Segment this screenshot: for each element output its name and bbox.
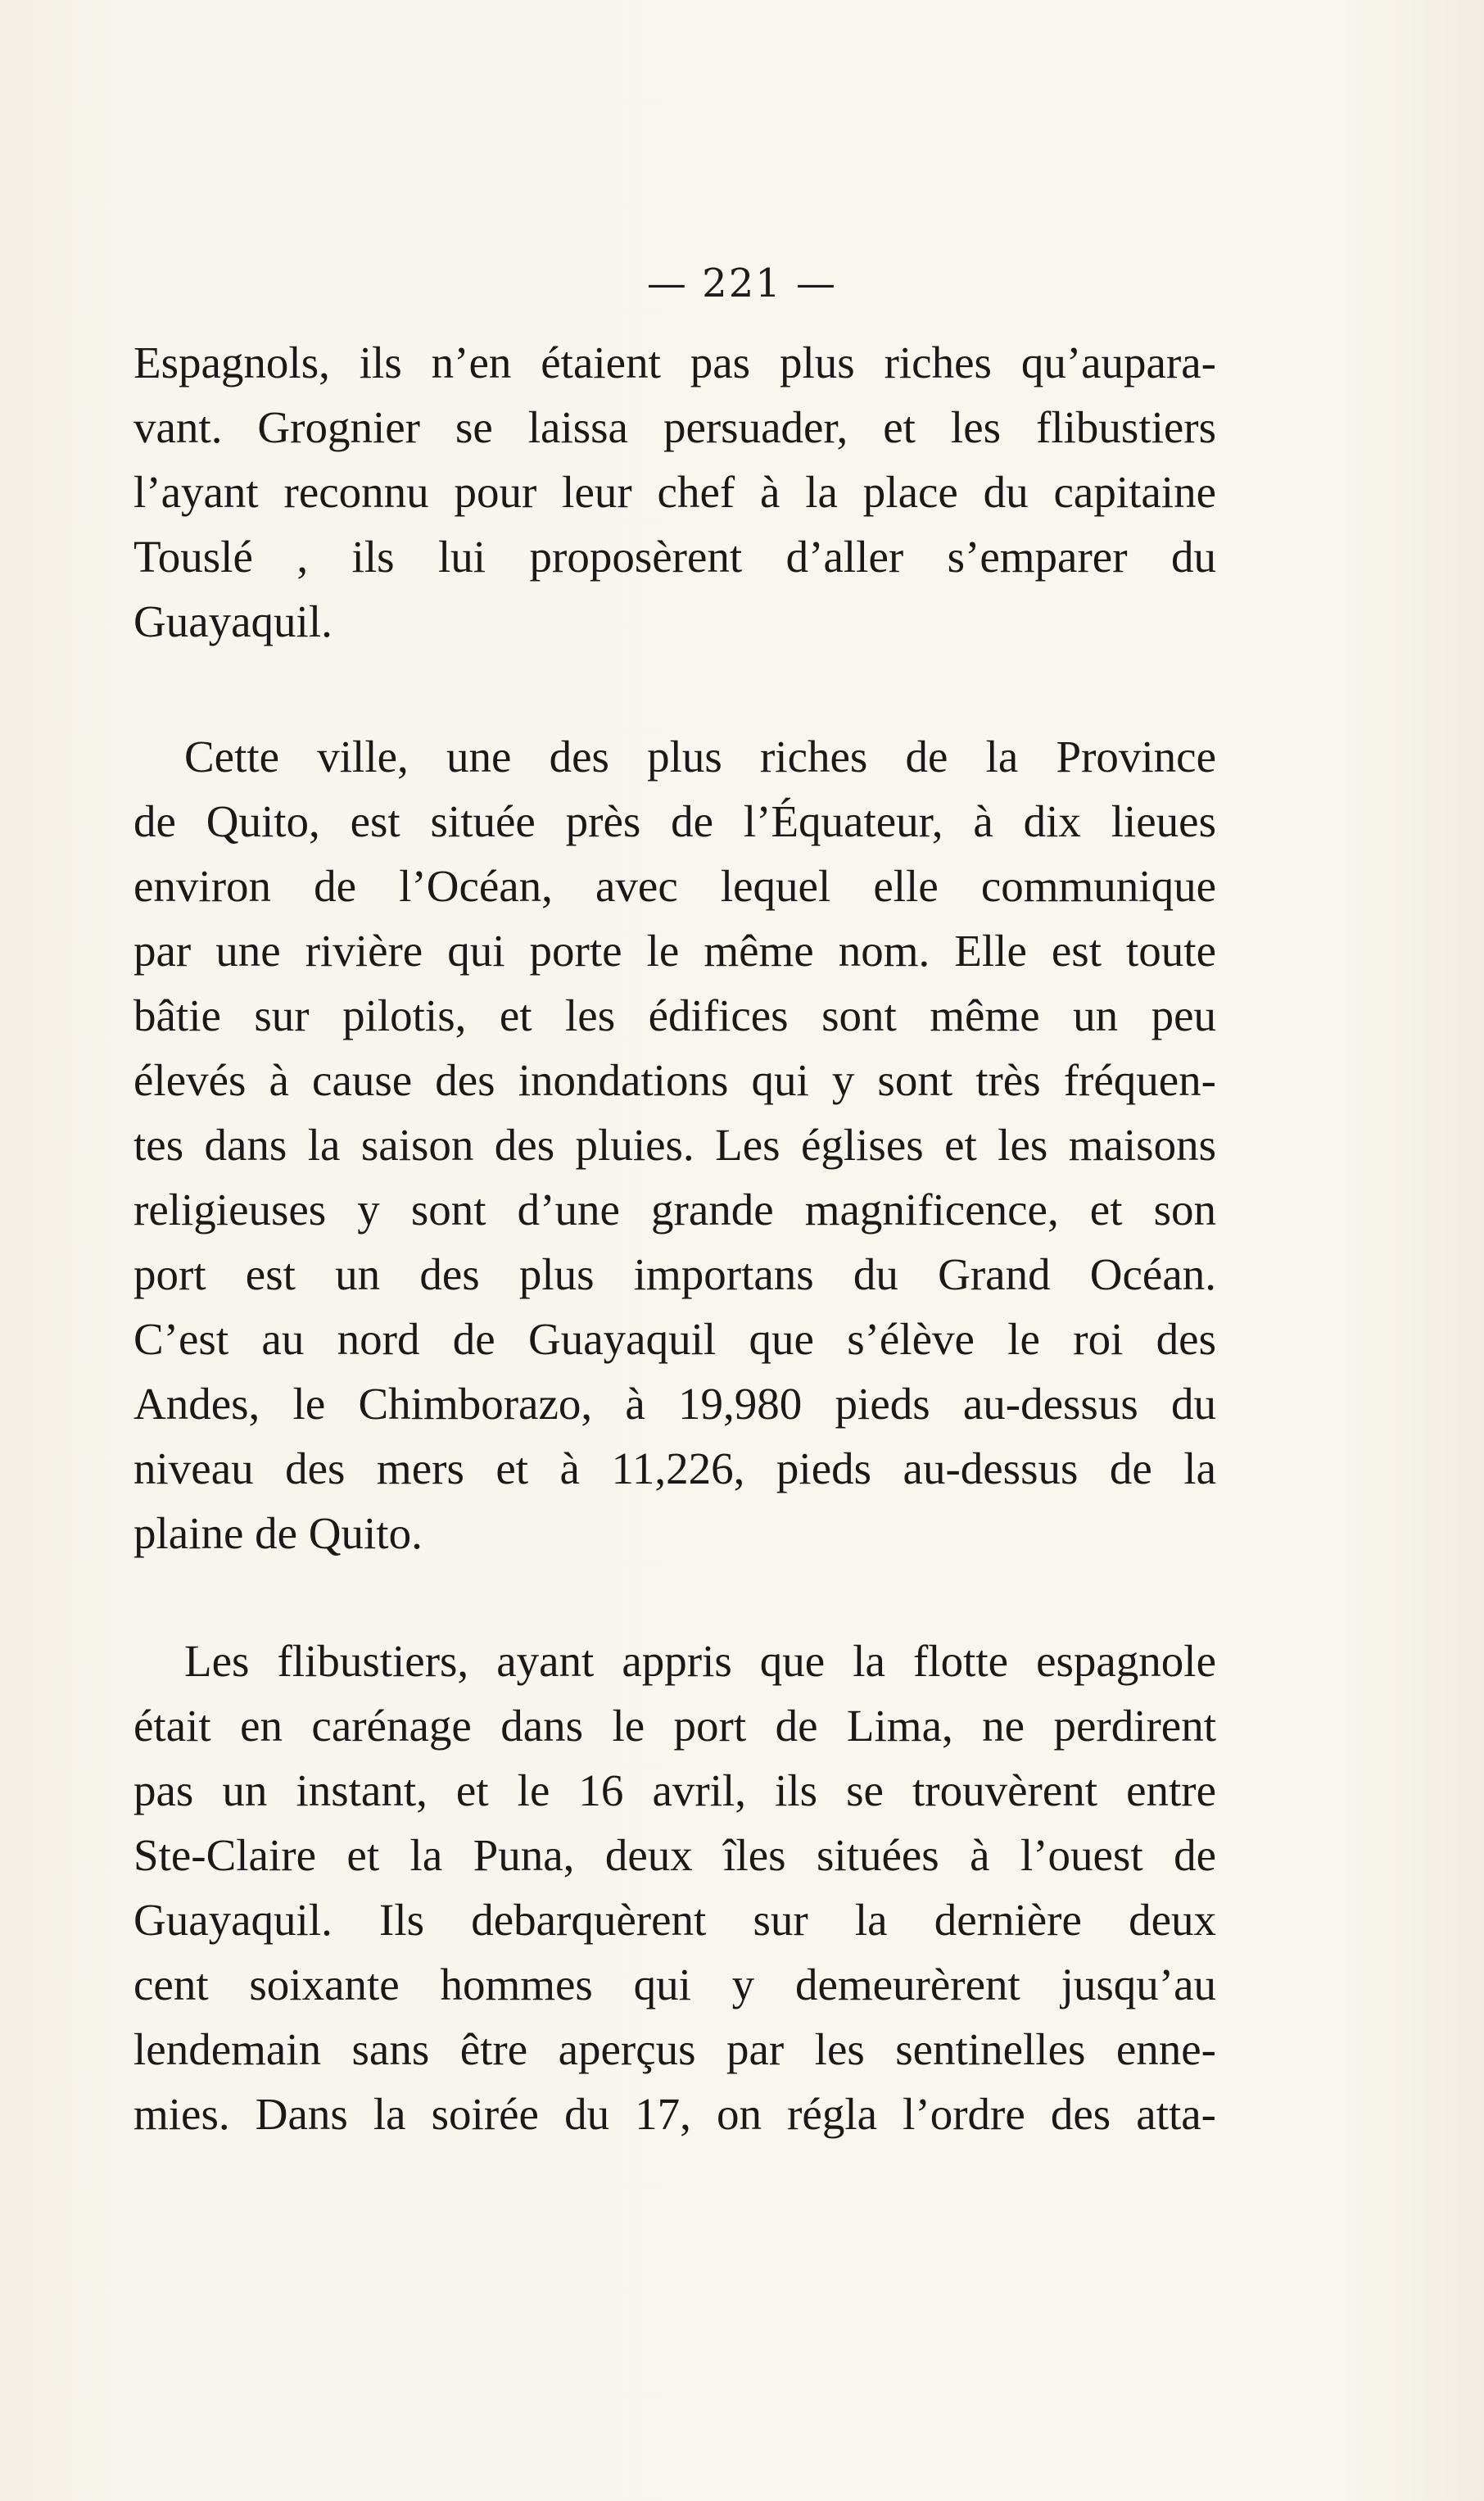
text-line: vant. Grognier se laissa persuader, et les flibustiers	[133, 402, 1216, 452]
text-line: Les flibustiers, ayant appris que la flotte espagnole	[184, 1636, 1216, 1686]
text-line: port est un des plus importans du Grand Océan.	[133, 1249, 1216, 1299]
text-line: Guayaquil.	[133, 596, 333, 646]
text-line: était en carénage dans le port de Lima, ne perdirent	[133, 1701, 1216, 1751]
text-line: Andes, le Chimborazo, à 19,980 pieds au-dessus du	[133, 1379, 1216, 1429]
text-line: par une rivière qui porte le même nom. Elle est toute	[133, 926, 1216, 976]
text-line: niveau des mers et à 11,226, pieds au-dessus de la	[133, 1443, 1216, 1493]
text-line: environ de l’Océan, avec lequel elle communique	[133, 861, 1216, 911]
text-line: mies. Dans la soirée du 17, on régla l’ordre des atta-	[133, 2089, 1216, 2139]
text-line: pas un instant, et le 16 avril, ils se trouvèrent entre	[133, 1765, 1216, 1815]
text-line: cent soixante hommes qui y demeurèrent jusqu’au	[133, 1960, 1216, 2009]
text-line: élevés à cause des inondations qui y sont très fréquen-	[133, 1055, 1216, 1105]
paragraph	[133, 1629, 1216, 2146]
paragraph	[133, 724, 1216, 1565]
text-line: l’ayant reconnu pour leur chef à la place du capitaine	[133, 467, 1216, 517]
text-line: C’est au nord de Guayaquil que s’élève le roi des	[133, 1314, 1216, 1364]
text-line: bâtie sur pilotis, et les édifices sont même un peu	[133, 990, 1216, 1040]
text-line: Guayaquil. Ils debarquèrent sur la dernière deux	[133, 1895, 1216, 1945]
text-line: Espagnols, ils n’en étaient pas plus riches qu’aupara-	[133, 338, 1216, 387]
text-line: de Quito, est située près de l’Équateur, à dix lieues	[133, 796, 1216, 846]
text-line: Cette ville, une des plus riches de la Province	[184, 732, 1216, 782]
text-line: Touslé , ils lui proposèrent d’aller s’emparer du	[133, 532, 1216, 582]
text-line: plaine de Quito.	[133, 1508, 423, 1558]
text-line: tes dans la saison des pluies. Les églises et les maisons	[133, 1120, 1216, 1170]
text-line: Ste-Claire et la Puna, deux îles situées à l’ouest de	[133, 1830, 1216, 1880]
text-line: religieuses y sont d’une grande magnificence, et son	[133, 1185, 1216, 1235]
paragraph	[133, 330, 1216, 654]
page-number: — 221 —	[646, 261, 838, 306]
text-line: lendemain sans être aperçus par les sentinelles enne-	[133, 2024, 1216, 2074]
